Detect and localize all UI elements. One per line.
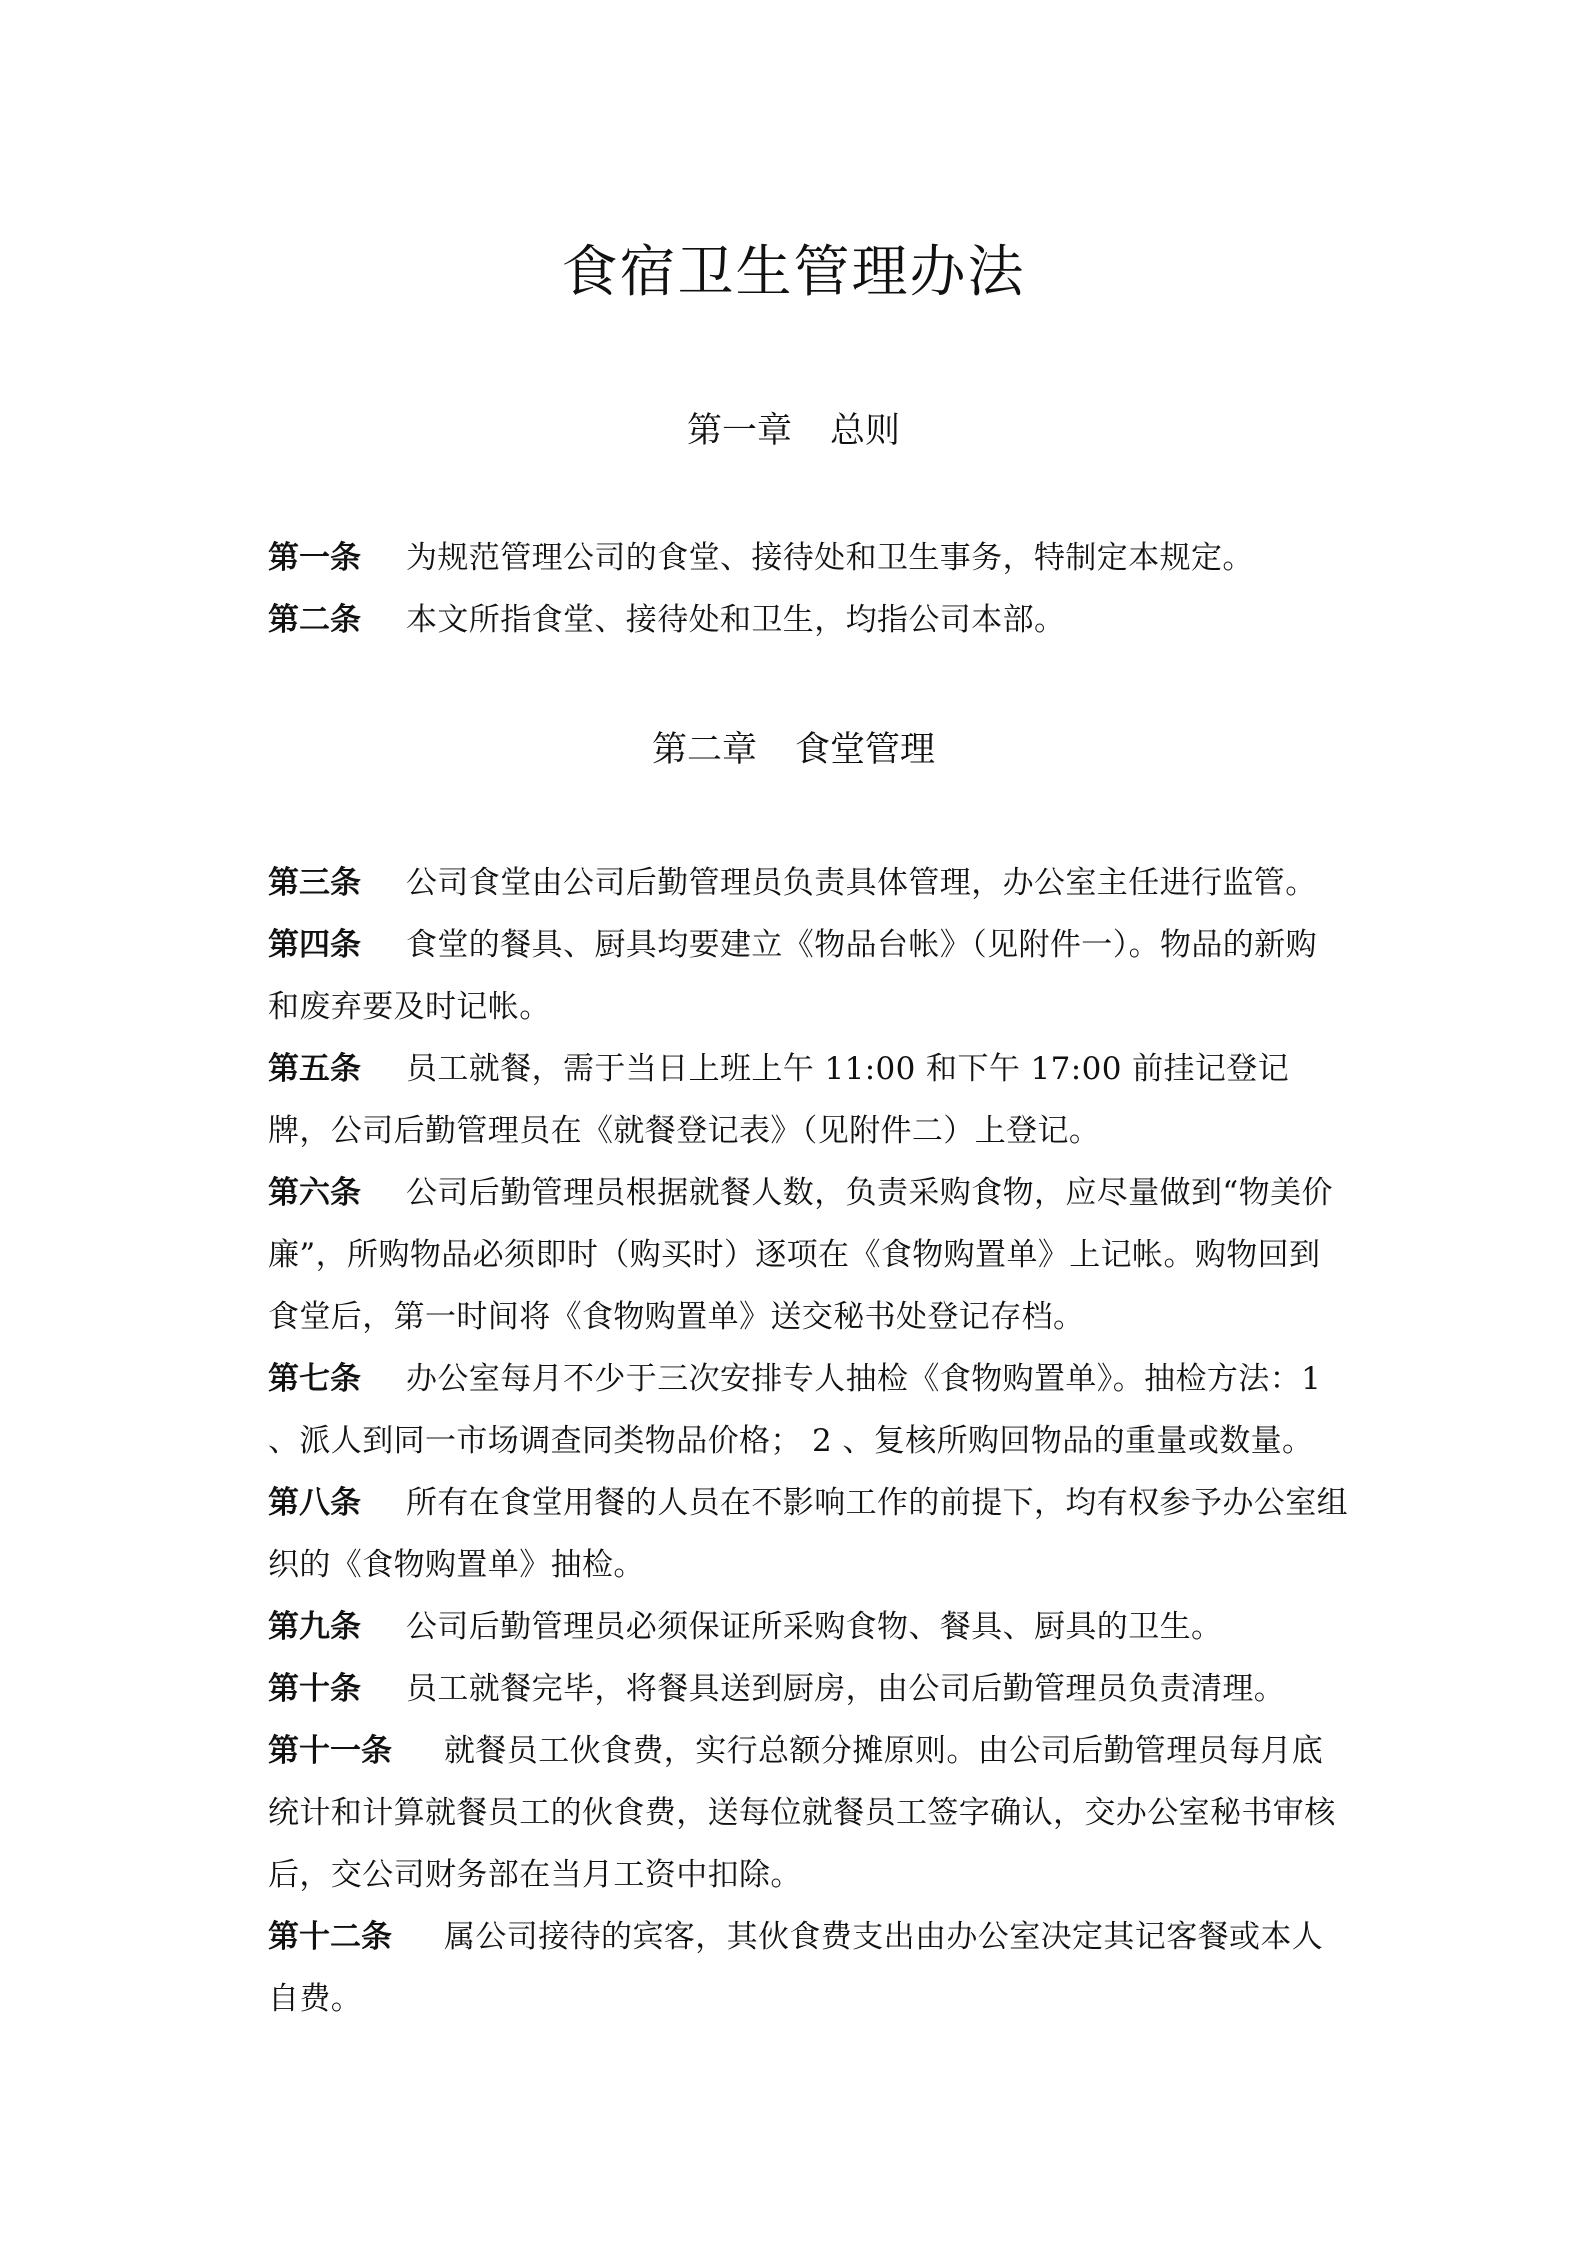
article-label: 第十二条: [268, 1919, 392, 1955]
article-label: 第六条: [268, 1175, 361, 1211]
article-9: [268, 1596, 1348, 1658]
chapter-number: 第一章: [686, 411, 792, 451]
article-4: [268, 914, 1348, 1038]
document-title: 食宿卫生管理办法: [561, 240, 1026, 305]
article-label: 第一条: [268, 540, 361, 576]
article-7: [268, 1348, 1348, 1472]
article-text: 办公室每月不少于三次安排专人抽检《食物购置单》。抽检方法：1 、派人到同一市场调查同类物品价格； 2 、复核所购回物品的重量或数量。: [268, 1361, 1322, 1459]
article-label: 第十条: [268, 1671, 361, 1707]
article-12: [268, 1906, 1348, 2030]
article-text: 食堂的餐具、厨具均要建立《物品台帐》（见附件一）。物品的新购和废弃要及时记帐。: [268, 927, 1317, 1025]
article-label: 第八条: [268, 1485, 361, 1521]
article-3: [268, 852, 1348, 914]
chapter-1-articles: [268, 527, 1348, 651]
article-text: 员工就餐，需于当日上班上午 11:00 和下午 17:00 前挂记登记牌，公司后勤管理员在《就餐登记表》（见附件二）上登记。: [268, 1051, 1290, 1149]
chapter-number: 第二章: [651, 730, 757, 770]
article-text: 属公司接待的宾客，其伙食费支出由办公室决定其记客餐或本人自费。: [268, 1919, 1324, 2017]
article-text: 员工就餐完毕，将餐具送到厨房，由公司后勤管理员负责清理。: [406, 1671, 1286, 1707]
article-label: 第三条: [268, 865, 361, 901]
article-label: 第五条: [268, 1051, 361, 1087]
article-8: [268, 1472, 1348, 1596]
article-text: 所有在食堂用餐的人员在不影响工作的前提下，均有权参予办公室组织的《食物购置单》抽检。: [268, 1485, 1348, 1583]
article-label: 第四条: [268, 927, 361, 963]
article-text: 公司后勤管理员根据就餐人数，负责采购食物，应尽量做到“物美价廉”，所购物品必须即时（购买时）逐项在《食物购置单》上记帐。购物回到食堂后，第一时间将《食物购置单》送交秘书处登记存档。: [268, 1175, 1333, 1335]
article-11: [268, 1720, 1348, 1906]
chapter-2-heading: [0, 730, 1587, 770]
article-label: 第十一条: [268, 1733, 392, 1769]
chapter-1-heading: [0, 411, 1587, 451]
chapter-name: 食堂管理: [795, 730, 936, 770]
article-text: 本文所指食堂、接待处和卫生，均指公司本部。: [406, 602, 1066, 638]
article-10: [268, 1658, 1348, 1720]
article-6: [268, 1162, 1348, 1348]
article-text: 公司食堂由公司后勤管理员负责具体管理，办公室主任进行监管。: [406, 865, 1317, 901]
article-label: 第七条: [268, 1361, 361, 1397]
article-2: [268, 589, 1348, 651]
article-label: 第二条: [268, 602, 361, 638]
article-5: [268, 1038, 1348, 1162]
chapter-2-articles: [268, 852, 1348, 2030]
chapter-name: 总则: [830, 411, 901, 451]
article-1: [268, 527, 1348, 589]
article-label: 第九条: [268, 1609, 361, 1645]
article-text: 为规范管理公司的食堂、接待处和卫生事务，特制定本规定。: [406, 540, 1254, 576]
article-text: 公司后勤管理员必须保证所采购食物、餐具、厨具的卫生。: [406, 1609, 1223, 1645]
article-text: 就餐员工伙食费，实行总额分摊原则。由公司后勤管理员每月底统计和计算就餐员工的伙食费，送每位就餐员工签字确认，交办公室秘书审核后，交公司财务部在当月工资中扣除。: [268, 1733, 1336, 1893]
